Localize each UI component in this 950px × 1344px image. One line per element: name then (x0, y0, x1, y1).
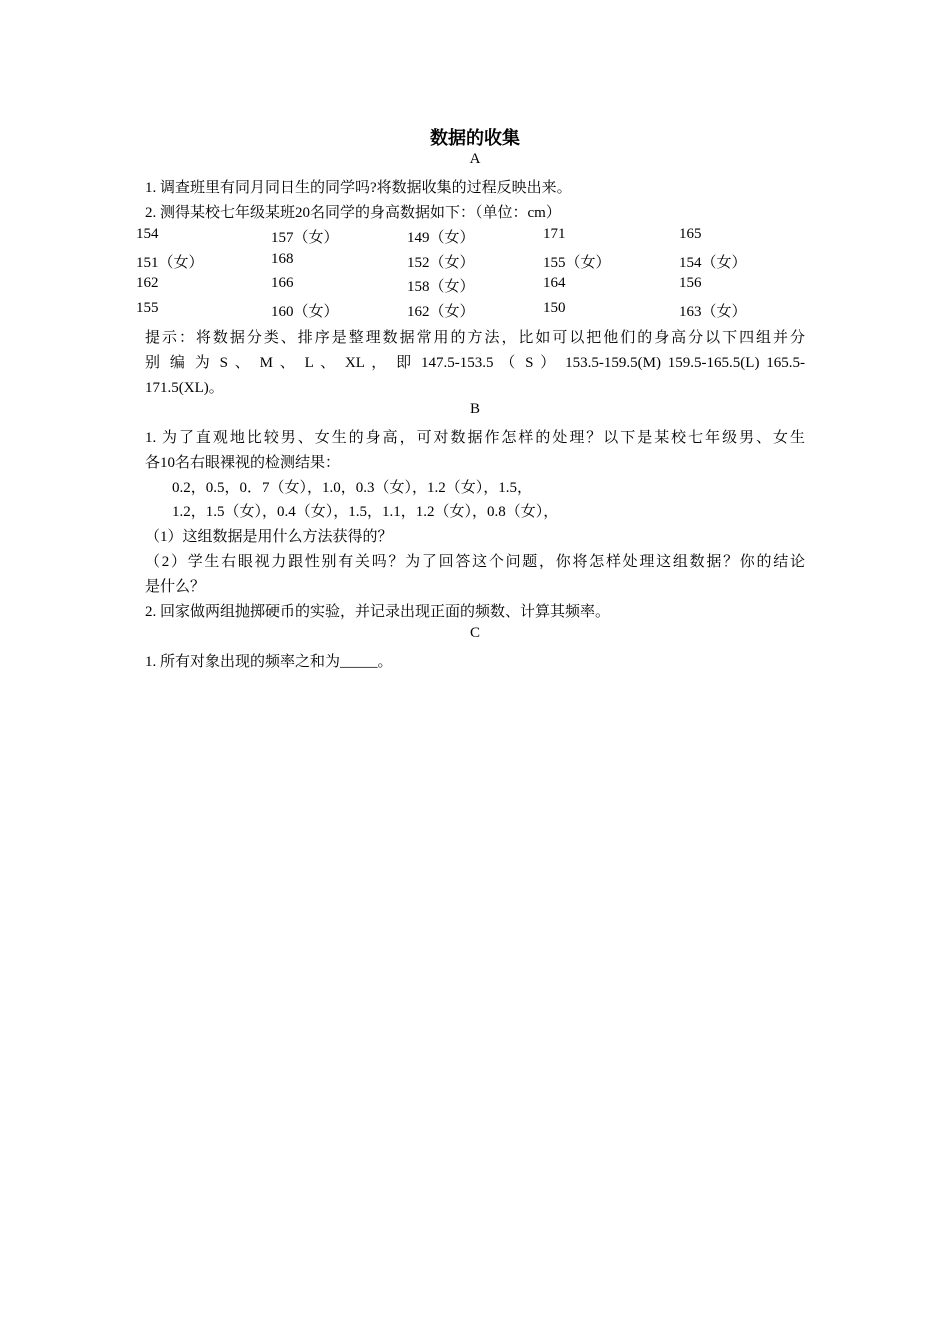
section-a-hint-line-3: 171.5(XL)。 (145, 380, 224, 396)
section-b-subquestion-1: （1）这组数据是用什么方法获得的？ (145, 529, 393, 545)
height-cell: 152（女） (407, 254, 475, 271)
height-row (136, 226, 816, 251)
height-data-table (136, 226, 816, 325)
height-cell: 155 (136, 300, 159, 317)
section-b-question-1-line-2: 各10名右眼裸视的检测结果： (145, 455, 341, 471)
height-row (136, 251, 816, 276)
section-a-question-1: 1. 调查班里有同月同日生的同学吗?将数据收集的过程反映出来。 (145, 180, 572, 196)
height-cell: 162 (136, 275, 159, 292)
section-b-question-2: 2. 回家做两组抛掷硬币的实验，并记录出现正面的频数、计算其频率。 (145, 604, 611, 620)
height-cell: 164 (543, 275, 566, 292)
height-cell: 154（女） (679, 254, 747, 271)
height-row (136, 275, 816, 300)
height-cell: 163（女） (679, 304, 747, 321)
height-cell: 150 (543, 300, 566, 317)
section-a-question-2: 2. 测得某校七年级某班20名同学的身高数据如下：（单位：cm） (145, 205, 561, 221)
section-b-subquestion-2-line-2: 是什么？ (145, 579, 206, 595)
vision-data-line-2: 1.2，1.5（女），0.4（女），1.5，1.1，1.2（女），0.8（女）， (172, 504, 559, 520)
height-cell: 151（女） (136, 254, 204, 271)
height-cell: 157（女） (271, 230, 339, 246)
vision-data-line-1: 0.2，0.5，0．7（女），1.0，0.3（女），1.2（女），1.5， (172, 480, 533, 496)
section-c-heading: C (469, 625, 480, 641)
height-cell: 158（女） (407, 279, 475, 296)
section-a-hint-line-1: 提示：将数据分类、排序是整理数据常用的方法，比如可以把他们的身高分以下四组并分 (145, 330, 805, 346)
height-cell: 165 (679, 226, 702, 242)
height-cell: 149（女） (407, 230, 475, 246)
height-cell: 156 (679, 275, 702, 292)
section-c-question-1: 1. 所有对象出现的频率之和为_____。 (145, 654, 393, 670)
section-a-hint-line-2: 别 编 为 S 、 M 、 L 、 XL ， 即 147.5-153.5 （ S ） 153.5-159.5(M) 159.5-165.5(L) 165.5- (145, 355, 805, 371)
height-cell: 154 (136, 226, 159, 242)
page-title: 数据的收集 (430, 128, 520, 149)
height-cell: 166 (271, 275, 294, 292)
section-b-subquestion-2-line-1: （2）学生右眼视力跟性别有关吗？为了回答这个问题，你将怎样处理这组数据？你的结论 (145, 554, 805, 570)
height-cell: 162（女） (407, 304, 475, 321)
section-b-question-1-line-1: 1. 为了直观地比较男、女生的身高，可对数据作怎样的处理？以下是某校七年级男、女生 (145, 430, 805, 446)
height-cell: 160（女） (271, 304, 339, 321)
section-b-heading: B (469, 401, 480, 417)
height-cell: 171 (543, 226, 566, 242)
section-a-heading: A (469, 151, 481, 167)
height-row (136, 300, 816, 325)
height-cell: 168 (271, 250, 294, 267)
height-cell: 155（女） (543, 254, 611, 271)
